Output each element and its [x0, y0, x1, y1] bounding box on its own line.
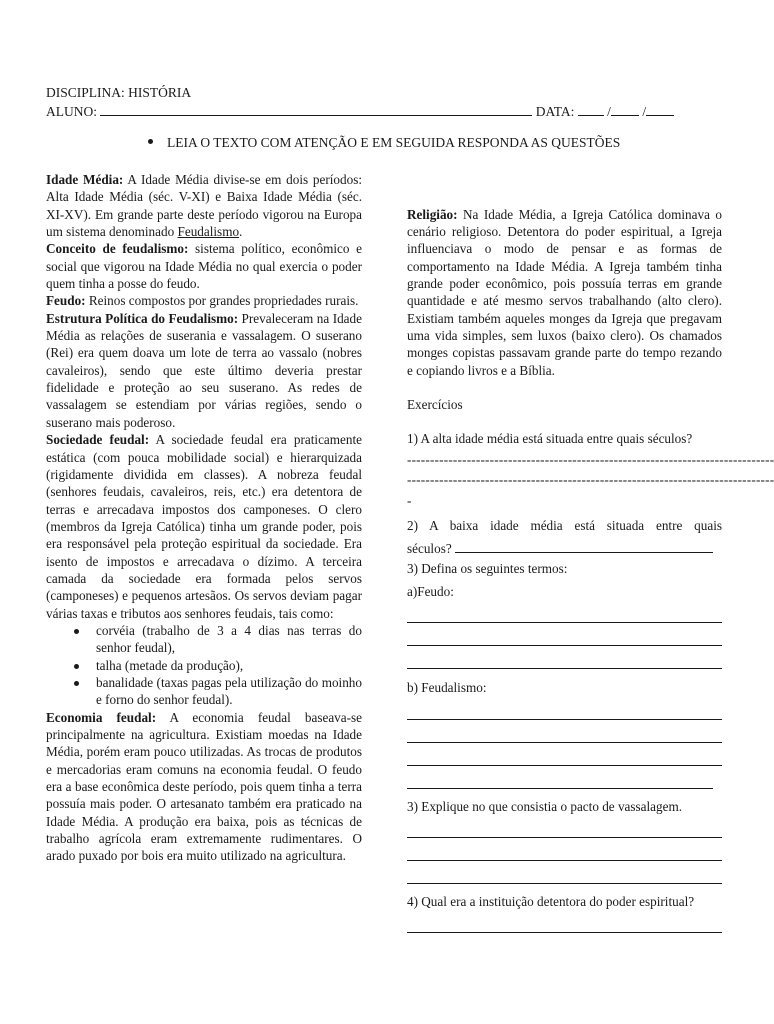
paragraph-body: A economia feudal baseava-se principalmente na agricultura. Existiam moedas na Idade Média, porém eram pouco utilizadas. As trocas de produtos e mercadorias eram comuns na economia feudal. O feudo era a base econômica deste período, pois quem tinha a terra possuía mais poder. O artesanato também era praticado na Idade Média. A produção era baixa, pois as técnicas de trabalho agrícola eram extremamente rudimentares. O arado puxado por bois era muito utilizado na agricultura.	[46, 709, 362, 864]
feudalismo-link: Feudalismo	[177, 224, 240, 240]
column-continuation-space	[407, 171, 722, 206]
student-label: ALUNO:	[46, 104, 97, 119]
paragraph-feudo	[46, 292, 362, 309]
reading-text-column-left	[46, 171, 362, 865]
term-heading: Economia feudal:	[46, 709, 157, 725]
question-3: 3) Defina os seguintes termos:	[407, 560, 568, 576]
instruction-text: LEIA O TEXTO COM ATENÇÃO E EM SEGUIDA RESPONDA AS QUESTÕES	[167, 135, 621, 150]
date-slash: /	[642, 104, 647, 119]
answer-dash-end: -	[407, 492, 412, 508]
student-name-blank[interactable]	[100, 103, 532, 116]
question-3b: b) Feudalismo:	[407, 680, 487, 696]
reading-text-column-right	[407, 171, 774, 933]
term-heading: Estrutura Política do Feudalismo:	[46, 310, 239, 326]
term-heading: Religião:	[407, 206, 458, 222]
paragraph-body: A Idade Média divise-se em dois períodos: Alta Idade Média (séc. V-XI) e Baixa Idade Média (séc. XI-XV). Em grande parte deste período vigorou na Europa um sistema denominado	[46, 172, 362, 240]
paragraph-body: Na Idade Média, a Igreja Católica dominava o cenário religioso. Detentora do poder espiritual, a Igreja influenciava o modo de pensar e as formas de comportamento na Idade Média. A Igreja também tinha grande poder econômico, pois possuía terras em grande quantidade e até mesmo servos trabalhando (alto clero). Existiam também aqueles monges da Igreja que pregavam uma vida simples, sem luxos (baixo clero). Os chamados monges copistas passavam grande parte do tempo rezando e copiando livros e a Bíblia.	[407, 206, 722, 378]
answer-line[interactable]	[407, 815, 722, 838]
list-item: talha (metade da produção),	[96, 657, 362, 674]
date-year-blank[interactable]	[646, 103, 674, 116]
term-heading: Sociedade feudal:	[46, 432, 150, 448]
question-2: 2) A baixa idade média está situada entre quais	[407, 517, 722, 533]
list-item: corvéia (trabalho de 3 a 4 dias nas terras do senhor feudal),	[96, 622, 362, 656]
paragraph-body: sistema político, econômico e social que vigorou na Idade Média no qual exercia o poder quem tinha a posse do feudo.	[46, 241, 362, 292]
answer-line[interactable]	[407, 697, 722, 720]
paragraph-sociedade	[46, 431, 362, 622]
term-heading: Feudo:	[46, 293, 86, 309]
list-item: banalidade (taxas pagas pela utilização do moinho e forno do senhor feudal).	[96, 674, 362, 708]
answer-line[interactable]	[407, 743, 722, 766]
answer-line[interactable]	[407, 766, 713, 789]
question-2-label: séculos?	[407, 541, 452, 557]
answer-line[interactable]	[407, 838, 722, 861]
paragraph-idade-media	[46, 171, 362, 240]
question-2-cont	[407, 540, 722, 557]
answer-dashes[interactable]: --------------------------------------------------------------------------------	[407, 451, 774, 467]
paragraph-body: Prevaleceram na Idade Média as relações de suserania e vassalagem. O suserano (Rei) era quem doava um lote de terra ao vassalo (nobres cavaleiros), sendo que este último deveria prestar fidelidade e proteção ao seu suserano. As redes de vassalagem se estendiam por várias regiões, sendo o suserano mais poderoso.	[46, 310, 362, 430]
question-1: 1) A alta idade média está situada entre quais séculos?	[407, 431, 693, 447]
term-heading: Conceito de feudalismo:	[46, 241, 189, 257]
paragraph-conceito	[46, 240, 362, 292]
answer-line[interactable]	[455, 540, 713, 553]
answer-line[interactable]	[407, 623, 722, 646]
term-heading: Idade Média:	[46, 172, 124, 187]
answer-line[interactable]	[407, 720, 722, 743]
answer-line[interactable]	[407, 646, 722, 669]
answer-line[interactable]	[407, 910, 722, 933]
paragraph-body: A sociedade feudal era praticamente estática (com pouca mobilidade social) e hierarquizada (rigidamente dividida em classes). A nobreza feudal (senhores feudais, cavaleiros, reis, etc.) era detentora de terras e arrecadava impostos dos camponeses. O clero (membros da Igreja Católica) tinha um grande poder, pois era responsável pela proteção espiritual da sociedade. Era isento de impostos e arrecadava o dízimo. A terceira camada da sociedade era formada pelos servos (camponeses) e pequenos artesãos. Os servos deviam pagar várias taxas e tributos aos senhores feudais, tais como:	[46, 432, 363, 621]
student-line	[46, 103, 674, 120]
paragraph-body: Reinos compostos por grandes propriedades rurais.	[85, 293, 359, 309]
question-5: 4) Qual era a instituição detentora do poder espiritual?	[407, 893, 695, 909]
question-3a: a)Feudo:	[407, 583, 454, 599]
paragraph-end: .	[239, 224, 243, 240]
paragraph-economia	[46, 709, 362, 865]
answer-line[interactable]	[407, 861, 722, 884]
tax-list	[46, 622, 362, 709]
answer-dashes[interactable]: --------------------------------------------------------------------------------	[407, 472, 774, 488]
date-label: DATA:	[535, 104, 575, 119]
exercises-title: Exercícios	[407, 397, 463, 413]
paragraph-estrutura	[46, 310, 362, 431]
paragraph-religiao	[407, 206, 722, 379]
question-4: 3) Explique no que consistia o pacto de vassalagem.	[407, 798, 683, 814]
discipline-line: DISCIPLINA: HISTÓRIA	[46, 85, 192, 100]
date-slash: /	[607, 104, 611, 119]
answer-line[interactable]	[407, 600, 722, 623]
date-month-blank[interactable]	[611, 103, 639, 116]
date-day-blank[interactable]	[578, 103, 604, 116]
instruction	[148, 135, 620, 151]
bullet-icon	[148, 139, 153, 144]
exercises-section	[407, 396, 774, 933]
